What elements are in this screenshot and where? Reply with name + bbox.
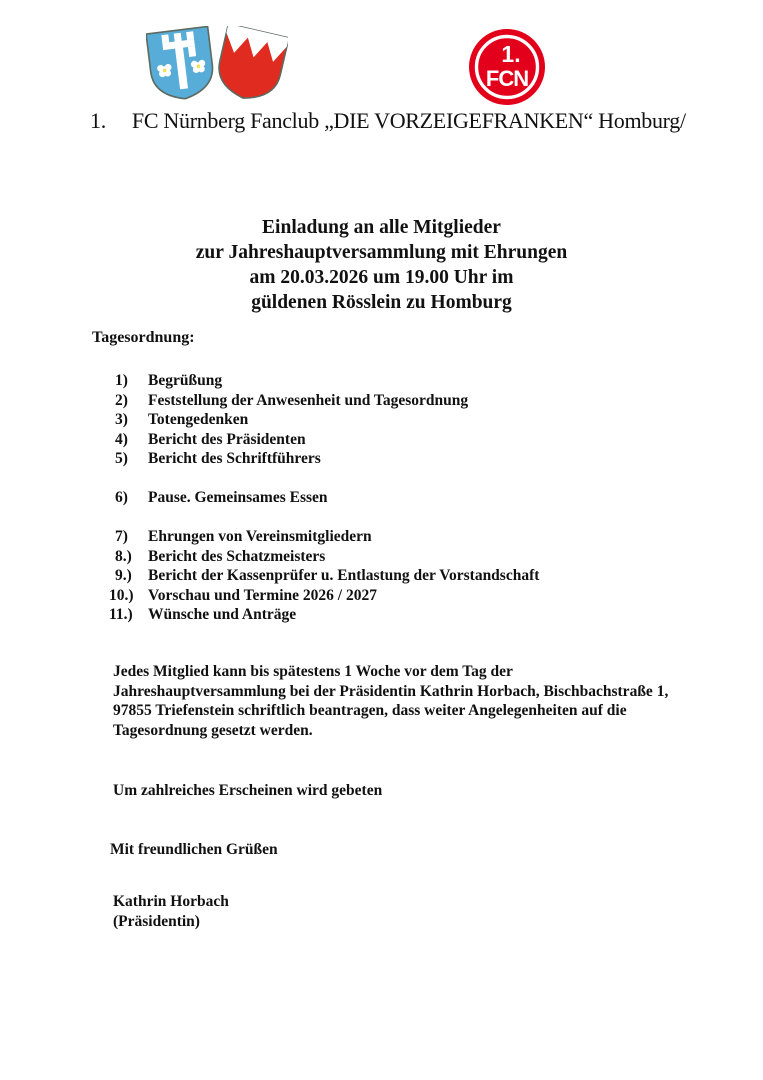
crest-group: [146, 26, 288, 104]
attendance-request: Um zahlreiches Erscheinen wird gebeten: [113, 782, 383, 799]
agenda-item-number: 2): [115, 391, 128, 409]
agenda-item: [115, 449, 539, 469]
signature-role: (Präsidentin): [113, 912, 200, 930]
agenda-item-number: 3): [115, 411, 128, 428]
agenda-item-number: 4): [115, 430, 128, 448]
agenda-item-text: Bericht des Schriftführers: [148, 450, 321, 467]
agenda-item-number: 9.): [115, 567, 132, 584]
heading-line-1: Einladung an alle Mitglieder: [262, 217, 501, 238]
agenda-item-text: Begrüßung: [148, 372, 223, 389]
motion-note-line-4: Tagesordnung gesetzt werden.: [113, 721, 313, 739]
club-name-line: 1. FC Nürnberg Fanclub „DIE VORZEIGEFRANKEN“ Homburg/: [90, 108, 686, 133]
agenda-item: [115, 430, 539, 450]
agenda-item-number: 10.): [109, 586, 134, 604]
salutation: Mit freundlichen Grüßen: [110, 841, 278, 858]
signature-name: Kathrin Horbach: [113, 893, 229, 910]
crests-svg: [146, 26, 288, 104]
fcn-logo-bottom-text: FCN: [485, 66, 529, 91]
motion-note: [113, 662, 668, 740]
agenda-item: [115, 566, 539, 586]
agenda-item-number: 11.): [109, 606, 133, 623]
franconia-crest-icon: [213, 26, 288, 104]
motion-note-line-1: Jedes Mitglied kann bis spätestens 1 Woche vor dem Tag der: [113, 663, 513, 680]
agenda-label: Tagesordnung:: [92, 329, 195, 346]
agenda-item-text: Pause. Gemeinsames Essen: [148, 489, 328, 506]
agenda-item-text: Feststellung der Anwesenheit und Tagesordnung: [148, 391, 469, 409]
agenda-item-text: Ehrungen von Vereinsmitgliedern: [148, 528, 372, 545]
agenda-item: [109, 586, 539, 606]
motion-note-line-3: 97855 Triefenstein schriftlich beantragen, dass weiter Angelegenheiten auf die: [113, 702, 627, 719]
heading-line-2: zur Jahreshauptversammlung mit Ehrungen: [195, 242, 568, 263]
agenda-item: [115, 371, 539, 391]
signature-block: [113, 892, 229, 931]
agenda-item-text: Totengedenken: [148, 411, 249, 428]
fcn-logo-top-text: 1.: [501, 41, 521, 67]
agenda-item-text: Bericht des Schatzmeisters: [148, 547, 326, 565]
invitation-heading: [0, 215, 763, 315]
agenda-item-text: Bericht der Kassenprüfer u. Entlastung der Vorstandschaft: [148, 567, 540, 584]
agenda-item-number: 8.): [115, 547, 132, 565]
agenda-item: [109, 605, 539, 625]
agenda-item-number: 1): [115, 372, 128, 389]
homburg-crest-icon: [146, 26, 216, 102]
heading-line-3: am 20.03.2026 um 19.00 Uhr im: [249, 267, 514, 288]
agenda-item: [115, 488, 539, 508]
agenda-item: [115, 527, 539, 547]
agenda-item: [115, 547, 539, 567]
motion-note-line-2: Jahreshauptversammlung bei der Präsidentin Kathrin Horbach, Bischbachstraße 1,: [113, 682, 669, 700]
agenda-item-text: Bericht des Präsidenten: [148, 430, 306, 448]
agenda-item-number: 5): [115, 450, 128, 467]
agenda-item-text: Wünsche und Anträge: [148, 606, 297, 623]
agenda-item-text: Vorschau und Termine 2026 / 2027: [148, 586, 377, 604]
agenda-list: [109, 371, 540, 625]
agenda-item: [115, 410, 539, 430]
agenda-item-number: 6): [115, 489, 128, 506]
heading-line-4: güldenen Rösslein zu Homburg: [251, 292, 512, 313]
agenda-item: [115, 391, 539, 411]
agenda-item-number: 7): [115, 528, 128, 545]
fcn-logo-icon: [468, 28, 546, 106]
